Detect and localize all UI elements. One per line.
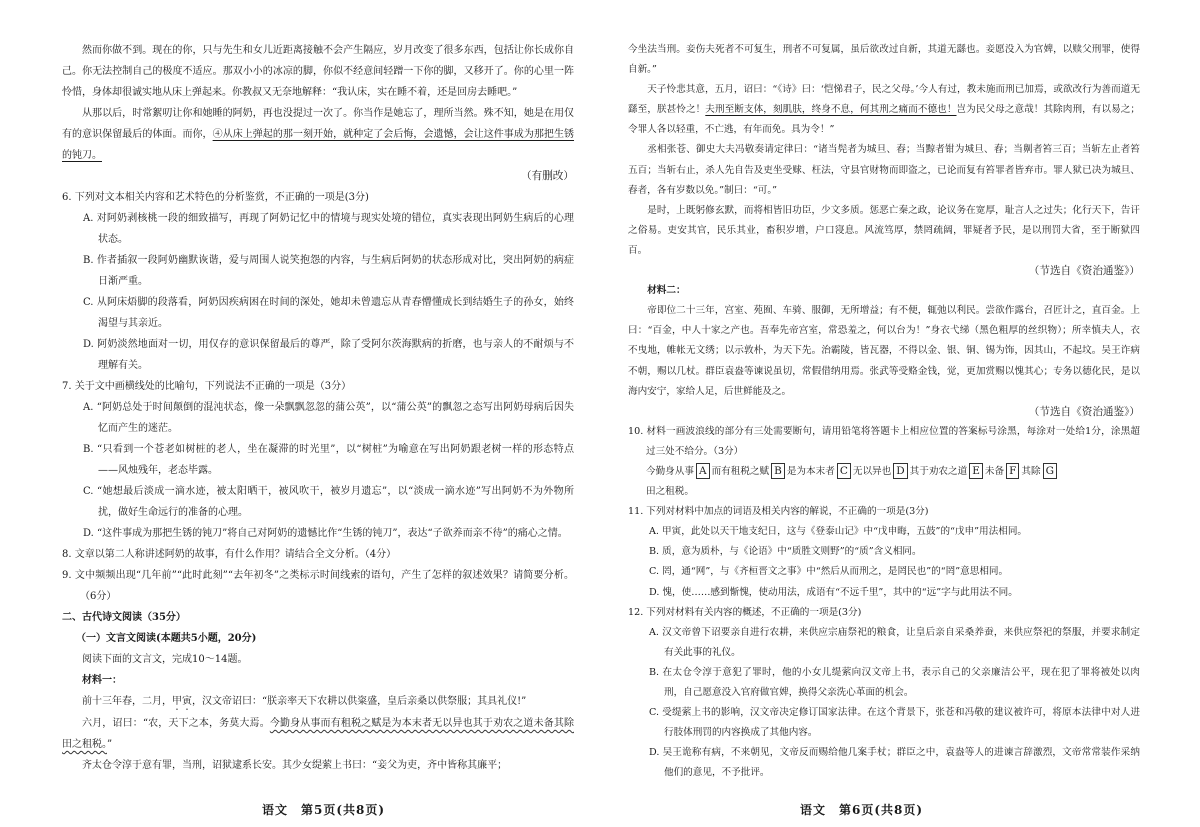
dotted-word: 甲寅 — [172, 696, 192, 707]
option-7d: D. “这件事成为那把生锈的钝刀”将自己对阿奶的遗憾比作“生锈的钝刀”，表达“子欲养而亲不待”的痛心之情。 — [83, 528, 568, 539]
break-box: A — [696, 463, 710, 479]
break-box: B — [771, 463, 785, 479]
underlined-sentence: 夫刑至断支体，刻肌肤，终身不息，何其刑之痛而不德也！ — [705, 104, 957, 116]
question-7: 7. 关于文中画横线处的比喻句，下列说法不正确的一项是（3分） — [62, 381, 352, 392]
classical-paragraph: 今坐法当刑。妾伤夫死者不可复生，刑者不可复属，虽后欲改过自新，其道无繇也。妾愿没入为官婢，以赎父刑罪，使得自新。” — [628, 44, 1140, 76]
break-box: G — [1043, 463, 1057, 479]
option-6a: A. 对阿奶剥核桃一段的细致描写，再现了阿奶记忆中的情境与现实处境的错位，真实表现出阿奶生病后的心理状态。 — [83, 213, 574, 245]
option-7c: C. “她想最后淡成一滴水迹，被太阳晒干，被风吹干，被岁月遗忘”，以“淡成一滴水迹”写出阿奶不为外物所扰，做好生命远行的准备的心理。 — [83, 486, 574, 518]
option-11c: C. 罔，通“网”，与《齐桓晋文之事》中“然后从而刑之，是罔民也”的“罔”意思相同。 — [649, 566, 1009, 578]
classical-paragraph: 是时，上既躬修玄默，而将相皆旧功臣，少文多质。惩恶亡秦之政，论议务在宽厚，耻言人之过失；化行天下，告讦之俗易。吏安其官，民乐其业，畜积岁增，户口寖息。风流笃厚，禁罔疏阔，罪疑者予民，是以刑罚大省，至于断狱四百。 — [628, 204, 1140, 256]
sentence-tail: 田之租税。 — [646, 486, 694, 498]
page-footer-right: 语文 第6页(共8页) — [800, 803, 924, 817]
underlined-sentence: ④从床上弹起的那一刻开始，就种定了会后悔，会遗憾，会让这件事成为那把生锈的钝刀。 — [62, 129, 575, 161]
option-12a: A. 汉文帝曾下诏要亲自进行农耕，来供应宗庙祭祀的粮食，让皇后亲自采桑养蚕，来供应祭祀的祭服，并要求制定有关此事的礼仪。 — [649, 626, 1140, 658]
classical-paragraph: 前十三年春，二月，甲寅，汉文帝诏曰：“朕亲率天下农耕以供粢盛，皇后亲桑以供祭服；其具礼仪!” — [82, 696, 527, 707]
question-10: 10. 材料一画波浪线的部分有三处需要断句，请用铅笔将答题卡上相应位置的答案标号涂黑，每涂对一处给1分，涂黑超过三处不给分。（3分） — [628, 425, 1140, 457]
break-box: D — [893, 463, 907, 479]
option-7b: B. “只看到一个苍老如树桩的老人，坐在凝滞的时光里”，以“树桩”为喻意在写出阿奶跟老树一样的形态特点——风烛残年，老态毕露。 — [83, 444, 574, 476]
option-12c: C. 受缇萦上书的影响，汉文帝决定修订国家法律。在这个背景下，张苍和冯敬的建议被许可，将原本法律中对人进行肢体刑罚的内容换成了其他内容。 — [649, 707, 1140, 739]
classical-paragraph: 六月，诏曰：“农，天下之本，务莫大焉。今勤身从事而有租税之赋是为本末者无以异也其于劝农之道未备其除田之租税。” — [62, 718, 574, 750]
instructions: 阅读下面的文言文，完成10～14题。 — [82, 654, 248, 665]
option-12d: D. 吴王诡称有病，不来朝见，文帝反而赐给他几案手杖；群臣之中，袁盎等人的进谏言辞激烈，文帝常常装作采纳他们的意见，不予批评。 — [649, 747, 1140, 779]
material-1-label: 材料一： — [82, 675, 122, 686]
sentence-break-options: 今勤身从事 A 而有租税之赋 B 是为本末者 C 无以异也 D 其于劝农之道 E 未备 F 其除 G — [646, 462, 1140, 482]
left-column — [62, 40, 574, 776]
section-heading: 二、古代诗文阅读（35分） — [62, 612, 186, 623]
classical-paragraph: 齐太仓令淳于意有罪，当刑，诏狱逮系长安。其少女缇萦上书曰：“妾父为吏，齐中皆称其廉平； — [82, 760, 508, 771]
option-11d: D. 愧，使……感到惭愧，使动用法，成语有“不远千里”，其中的“远”字与此用法不同。 — [649, 586, 1018, 598]
question-12: 12. 下列对材料有关内容的概述，不正确的一项是(3分) — [628, 606, 862, 618]
material-2-label: 材料二： — [647, 285, 686, 297]
source-note: （节选自《资治通鉴》） — [1028, 405, 1140, 418]
option-11b: B. 质，意为质朴，与《论语》中“质胜文则野”的“质”含义相同。 — [649, 546, 922, 558]
question-8: 8. 文章以第二人称讲述阿奶的故事，有什么作用？请结合全文分析。（4分） — [62, 549, 397, 560]
option-7a: A. “阿奶总处于时间颠倒的混沌状态，像一朵飘飘忽忽的蒲公英”，以“蒲公英”的飘忽之态写出阿奶母病后因失忆而产生的迷茫。 — [83, 402, 574, 434]
break-box: E — [969, 463, 983, 479]
option-6d: D. 阿奶淡然地面对一切，用仅存的意识保留最后的尊严，除了受阿尔茨海默病的折磨，也与亲人的不耐烦与不理解有关。 — [83, 339, 574, 371]
classical-paragraph: 帝即位二十三年，宫室、苑囿、车骑、服御，无所增益；有不便，辄弛以利民。尝欲作露台，召匠计之，直百金。上曰：“百金，中人十家之产也。吾奉先帝宫室，常恐羞之，何以台为！”身衣弋绨（黑色粗厚的丝织物）；所幸慎夫人，衣不曳地，帷帐无文绣；以示敦朴，为天下先。治霸陵，皆瓦器，不得以金、银、铜、锡为饰，因其山，不起坟。吴王诈病不朝，赐以几杖。群臣袁盎等谏说虽切，常假借纳用焉。张武等受赂金钱，觉，更加赏赐以愧其心；专务以德化民，是以海内安宁，家给人足，后世鲜能及之。 — [628, 305, 1140, 397]
question-6: 6. 下列对文本相关内容和艺术特色的分析鉴赏，不正确的一项是(3分) — [62, 192, 369, 203]
subsection-heading: （一）文言文阅读(本题共5小题，20分) — [76, 633, 257, 644]
classical-paragraph: 丞相张苍、御史大夫冯敬奏请定律曰：“诸当髡者为城旦、舂；当黥者钳为城旦、舂；当劓者笞三百；当斩左止者笞五百；当斩右止，杀人先自告及吏坐受赇、枉法，守县官财物而即盗之，已论而复有笞罪者皆弃市。罪人狱已决为城旦、舂者，各有岁数以免。”制曰：“可。” — [628, 144, 1140, 196]
question-9: 9. 文中频频出现“几年前”“此时此刻”“去年初冬”之类标示时间线索的语句，产生了怎样的叙述效果？请简要分析。（6分） — [62, 570, 574, 602]
wavy-underlined-passage: 今勤身从事而有租税之赋是为本末者无以异也其于劝农之道未备其除田之租税。 — [62, 718, 574, 750]
right-column — [628, 40, 1140, 783]
break-box: F — [1006, 463, 1019, 479]
passage-paragraph: 从那以后，时常絮叨让你和她睡的阿奶，再也没提过一次了。你当作是她忘了，理所当然。殊不知，她是在用仅有的意识保留最后的体面。而你，④从床上弹起的那一刻开始，就种定了会后悔，会遗憾，会让这件事成为那把生锈的钝刀。 — [62, 108, 575, 161]
source-note: （节选自《资治通鉴》） — [1028, 265, 1140, 278]
option-11a: A. 甲寅，此处以天干地支纪日，这与《登泰山记》中“戊申晦，五鼓”的“戊申”用法相同。 — [649, 526, 1028, 538]
classical-paragraph: 天子怜悲其意，五月，诏曰：“《诗》曰：‘恺悌君子，民之父母。’今人有过，教未施而刑已加焉，或欲改行为善而道无繇至，朕甚怜之！夫刑至断支体，刻肌肤，终身不息，何其刑之痛而不德也！岂为民父母之意哉！其除肉刑，有以易之；令罪人各以轻重，不亡逃，有年而免。具为令！” — [628, 84, 1141, 136]
option-6b: B. 作者插叙一段阿奶幽默诙谐，爱与周围人说笑抱怨的内容，与生病后阿奶的状态形成对比，突出阿奶的病症日渐严重。 — [83, 255, 574, 287]
page-footer-left: 语文 第5页(共8页) — [262, 803, 386, 817]
question-11: 11. 下列对材料中加点的词语及相关内容的解说，不正确的一项是(3分) — [628, 506, 929, 518]
passage-paragraph: 然而你做不到。现在的你，只与先生和女儿近距离接触不会产生隔应，岁月改变了很多东西，包括让你长成你自己。你无法控制自己的极度不适应。那双小小的冰凉的脚，你似不经意间轻蹭一下你的脚，又移开了。你的心里一阵怜惜，身体却很诚实地从床上弹起来。你教叔又无奈地解释：“我认床，实在睡不着，还是回房去睡吧。” — [62, 45, 574, 98]
option-6c: C. 从阿床焐脚的段落看，阿奶因疾病困在时间的深处，她却未曾遗忘从青春懵懂成长到结婚生子的孙女，始终渴望与其亲近。 — [83, 297, 574, 329]
option-12b: B. 在太仓令淳于意犯了罪时，他的小女儿缇萦向汉文帝上书，表示自己的父亲廉洁公平，现在犯了罪将被处以肉刑，自己愿意没入官府做官婢，换得父亲洗心革面的机会。 — [649, 666, 1140, 698]
source-note: （有删改） — [521, 170, 574, 182]
break-box: C — [837, 463, 851, 479]
